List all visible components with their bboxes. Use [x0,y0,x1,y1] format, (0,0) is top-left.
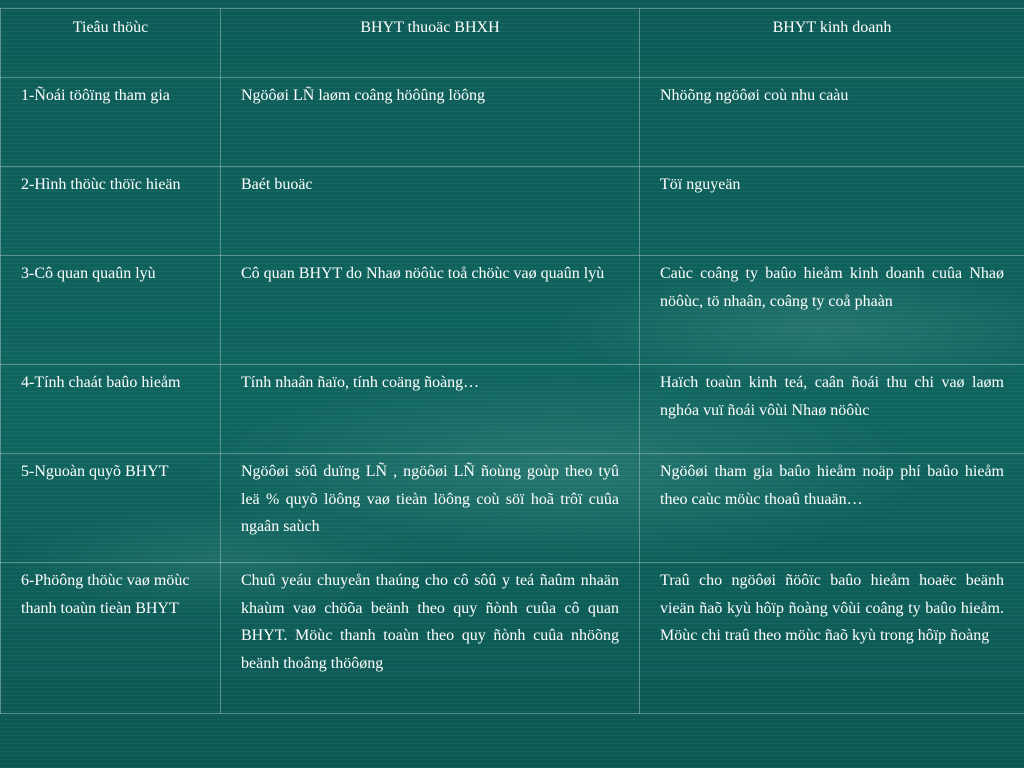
row-bhxh-cell: Ngöôøi söû duïng LÑ , ngöôøi LÑ ñoùng goùp theo tyû leä % quyõ löông vaø tieàn löông coù söï hoã trôï cuûa ngaân saùch [221,454,640,563]
row-kinh-doanh-cell: Töï nguyeän [640,167,1024,256]
row-kinh-doanh-cell: Traû cho ngöôøi ñöôïc baûo hieåm hoaëc beänh vieän ñaõ kyù hôïp ñoàng vôùi coâng ty baûo hieåm. Möùc chi traû theo möùc ñaõ kyù trong hôïp ñoàng [640,563,1024,714]
header-bhyt-kinh-doanh: BHYT kinh doanh [640,9,1024,78]
row-kinh-doanh-cell: Ngöôøi tham gia baûo hieåm noäp phí baûo hieåm theo caùc möùc thoaû thuaän… [640,454,1024,563]
row-kinh-doanh-cell: Caùc coâng ty baûo hieåm kinh doanh cuûa Nhaø nöôùc, tö nhaân, coâng ty coå phaàn [640,256,1024,365]
row-category: 6-Phöông thöùc vaø möùc thanh toaùn tieàn BHYT [1,563,221,714]
header-bhyt-bhxh: BHYT thuoäc BHXH [221,9,640,78]
row-category: 3-Cô quan quaûn lyù [1,256,221,365]
row-bhxh-cell: Cô quan BHYT do Nhaø nöôùc toå chöùc vaø quaûn lyù [221,256,640,365]
row-category: 5-Nguoàn quyõ BHYT [1,454,221,563]
header-criteria: Tieâu thöùc [1,9,221,78]
row-kinh-doanh-cell: Haïch toaùn kinh teá, caân ñoái thu chi vaø laøm nghóa vuï ñoái vôùi Nhaø nöôùc [640,365,1024,454]
row-bhxh-cell: Ngöôøi LÑ laøm coâng höôûng löông [221,78,640,167]
table-row [1,454,1024,563]
row-bhxh-cell: Chuû yeáu chuyeån thaúng cho cô sôû y teá ñaûm nhaän khaùm vaø chöõa beänh theo quy ñònh cuûa cô quan BHYT. Möùc thanh toaùn theo quy ñònh cuûa nhöõng beänh thoâng thöôøng [221,563,640,714]
table-row [1,78,1024,167]
comparison-table [0,8,1024,714]
table-row [1,167,1024,256]
table-row [1,563,1024,714]
row-bhxh-cell: Tính nhaân ñaïo, tính coäng ñoàng… [221,365,640,454]
row-category: 4-Tính chaát baûo hieåm [1,365,221,454]
table-header-row [1,9,1024,78]
row-category: 1-Ñoái töôïng tham gia [1,78,221,167]
row-category: 2-Hình thöùc thöïc hieän [1,167,221,256]
row-kinh-doanh-cell: Nhöõng ngöôøi coù nhu caàu [640,78,1024,167]
table-row [1,256,1024,365]
row-bhxh-cell: Baét buoäc [221,167,640,256]
table-row [1,365,1024,454]
